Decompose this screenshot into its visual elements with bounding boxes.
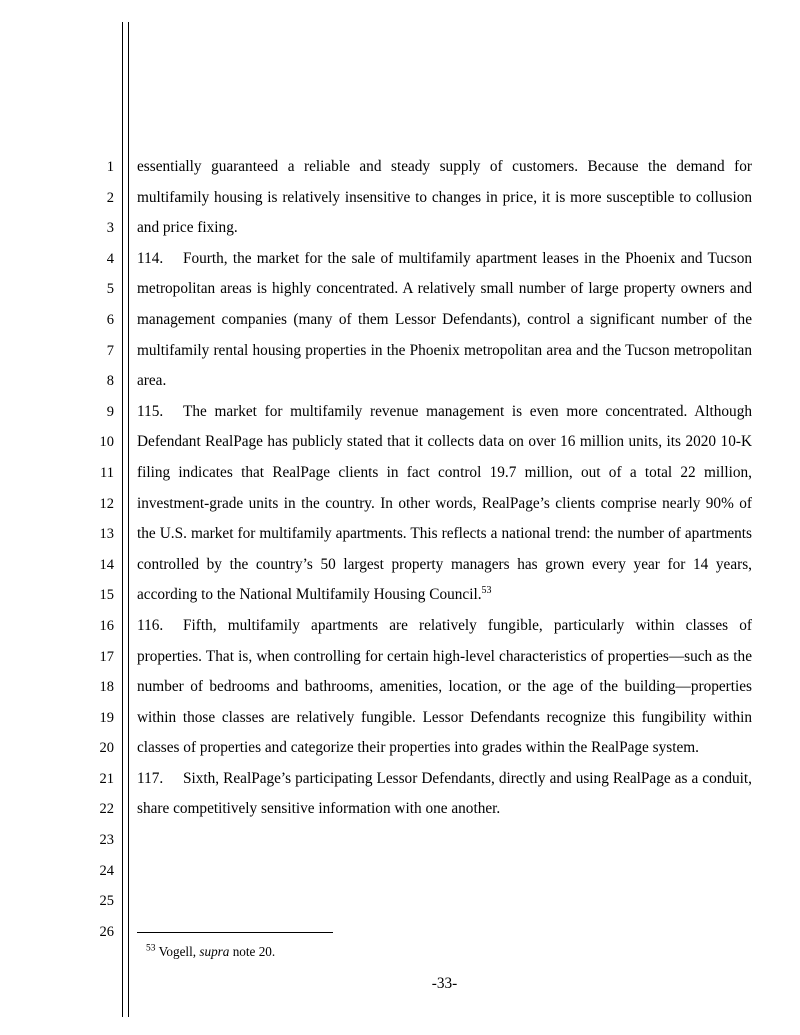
line-number: 17 [99, 648, 114, 665]
line-number: 18 [99, 679, 114, 696]
line-number: 21 [99, 770, 114, 787]
footnote-marker: 53 [146, 943, 156, 954]
line-number: 15 [99, 587, 114, 604]
line-number-gutter [84, 152, 114, 947]
paragraph-text: Sixth, RealPage’s participating Lessor Defendants, directly and using RealPage as a conduit, share competitively sensitive information with one another. [137, 769, 752, 818]
pleading-rule-left [122, 22, 123, 1017]
line-number: 26 [99, 923, 114, 940]
line-number: 1 [106, 159, 114, 175]
paragraph-number: 114. [137, 249, 164, 267]
paragraph-number: 116. [137, 616, 164, 634]
footnote-author: Vogell, [158, 944, 197, 959]
paragraph-number: 115. [137, 402, 164, 420]
paragraph-text: Fifth, multifamily apartments are relatively fungible, particularly within classes of properties. That is, when controlling for certain high-level characteristics of properties—such as the number of bedrooms and bathrooms, amenities, location, or the age of the building—properties within those classes are relatively fungible. Lessor Defendants recognize this fungibility within classes of properties and categorize their properties into grades within the RealPage system. [137, 616, 752, 757]
line-number: 12 [99, 495, 114, 512]
line-number: 6 [106, 311, 114, 328]
line-number: 19 [99, 709, 114, 726]
paragraph-continuation [137, 152, 752, 244]
footnote-tail: note 20. [232, 944, 276, 959]
paragraph-117 [137, 764, 752, 825]
line-number: 9 [106, 403, 114, 420]
paragraph-text: essentially guaranteed a reliable and steady supply of customers. Because the demand for multifamily housing is relatively insensitive to changes in price, it is more susceptible to collusion and price fixing. [137, 158, 752, 237]
footnote-reference[interactable]: 53 [481, 585, 492, 597]
line-number: 16 [99, 617, 114, 634]
line-number: 25 [99, 893, 114, 910]
footnote-separator [137, 932, 333, 933]
line-number: 13 [99, 526, 114, 543]
paragraph-text: The market for multifamily revenue management is even more concentrated. Although Defendant RealPage has publicly stated that it collects data on over 16 million units, its 2020 10-K filing indicates that RealPage clients in fact control 19.7 million, out of a total 22 million, investment-grade units in the country. In other words, RealPage’s clients comprise nearly 90% of the U.S. market for multifamily apartments. This reflects a national trend: the number of apartments controlled by the country’s 50 largest property managers has grown every year for 14 years, according to the National Multifamily Housing Council. [137, 402, 752, 604]
line-number: 23 [99, 832, 114, 849]
line-number: 24 [99, 862, 114, 879]
line-number: 4 [106, 250, 114, 267]
line-number: 5 [106, 281, 114, 298]
paragraph-114 [137, 244, 752, 397]
document-body [137, 152, 752, 825]
footnote-supra: supra [199, 944, 230, 959]
line-number: 3 [106, 220, 114, 237]
paragraph-text: Fourth, the market for the sale of multifamily apartment leases in the Phoenix and Tucson metropolitan areas is highly concentrated. A relatively small number of large property owners and management companies (many of them Lessor Defendants), control a significant number of the multifamily rental housing properties in the Phoenix metropolitan area and the Tucson metropolitan area. [137, 249, 752, 390]
line-number: 2 [106, 189, 114, 206]
paragraph-number: 117. [137, 769, 164, 787]
line-number: 14 [99, 556, 114, 573]
line-number: 7 [106, 342, 114, 359]
line-number: 10 [99, 434, 114, 451]
paragraph-115 [137, 397, 752, 611]
line-number: 11 [100, 464, 114, 481]
pleading-rule-right [128, 22, 129, 1017]
page-number: -33- [431, 975, 458, 992]
paragraph-116 [137, 611, 752, 764]
line-number: 8 [106, 373, 114, 390]
footnote [146, 942, 746, 962]
line-number: 20 [99, 740, 114, 757]
line-number: 22 [99, 801, 114, 818]
